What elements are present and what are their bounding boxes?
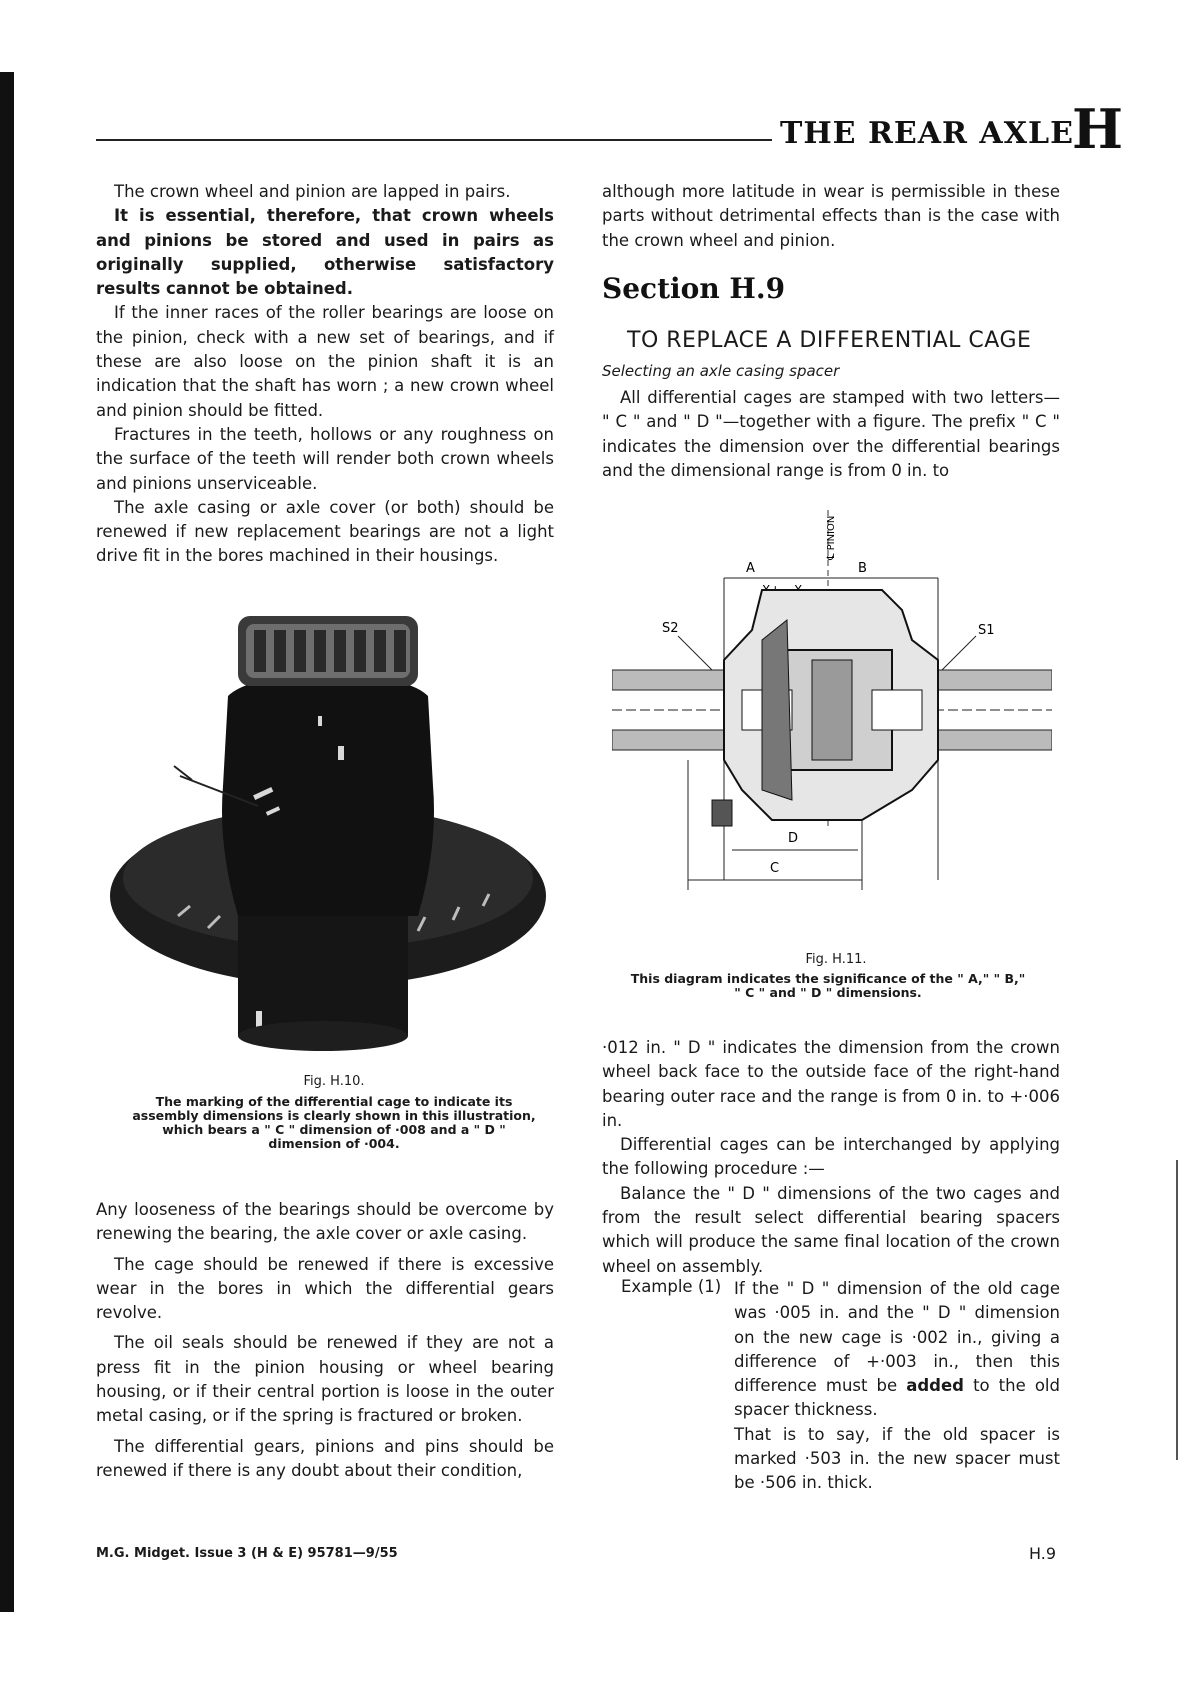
example-text: to the old spacer thickness. bbox=[734, 1376, 1060, 1420]
example-bold: added bbox=[906, 1376, 964, 1396]
italic-subtitle: Selecting an axle casing spacer bbox=[602, 362, 840, 380]
paragraph: Fractures in the teeth, hollows or any roughness on the surface of the teeth will render both crown wheels and pinions unserviceable. bbox=[96, 424, 554, 493]
right-column-top bbox=[602, 180, 1060, 253]
paragraph: ·012 in. " D " indicates the dimension from the crown wheel back face to the outside face of the right-hand bearing outer race and the range is from 0 in. to +·006 in. bbox=[602, 1038, 1060, 1130]
s2-label: S2 bbox=[662, 621, 679, 636]
differential-diagram bbox=[612, 500, 1052, 940]
dimension-a-label: A bbox=[746, 561, 755, 576]
header-rule bbox=[96, 139, 772, 141]
paragraph: The axle casing or axle cover (or both) should be renewed if new replacement bearings are not a light drive fit in the bores machined in their housings. bbox=[96, 497, 554, 566]
paragraph: although more latitude in wear is permissible in these parts without detrimental effects than is the case with the crown wheel and pinion. bbox=[602, 182, 1060, 250]
paragraph: If the inner races of the roller bearings are loose on the pinion, check with a new set of bearings, and if these are also loose on the pinion shaft it is an indication that the shaft has worn ; a new crown wheel and pinion should be fitted. bbox=[96, 303, 554, 420]
paragraph: Any looseness of the bearings should be overcome by renewing the bearing, the axle cover or axle casing. bbox=[96, 1200, 554, 1244]
section-letter: H bbox=[1072, 97, 1124, 161]
example-label: Example (1) bbox=[621, 1277, 722, 1296]
section-heading: Section H.9 bbox=[602, 272, 786, 305]
paragraph: The crown wheel and pinion are lapped in pairs. bbox=[114, 182, 511, 201]
dimension-b-label: B bbox=[858, 561, 867, 576]
left-column-bottom bbox=[96, 1198, 554, 1483]
example-body bbox=[734, 1277, 1060, 1496]
paragraph-bold: It is essential, therefore, that crown wheels and pinions be stored and used in pairs as originally supplied, otherwise satisfactory results cannot be obtained. bbox=[96, 206, 554, 299]
page-number: H.9 bbox=[1029, 1544, 1057, 1563]
left-column-top bbox=[96, 180, 554, 569]
example-paragraph: That is to say, if the old spacer is marked ·503 in. the new spacer must be ·506 in. thick. bbox=[734, 1424, 1060, 1493]
pinion-label: ℄ PINION bbox=[826, 515, 837, 560]
page-header-title: THE REAR AXLE bbox=[780, 116, 1074, 151]
dimension-d-label: D bbox=[788, 831, 799, 846]
paragraph: The oil seals should be renewed if they are not a press fit in the pinion housing or wheel bearing housing, or if their central portion is loose in the outer metal casing, or if the spring is fractured or broken. bbox=[96, 1333, 554, 1426]
footer-publication: M.G. Midget. Issue 3 (H & E) 95781—9/55 bbox=[96, 1546, 398, 1561]
page-edge-mark bbox=[1176, 1160, 1178, 1460]
binding-edge bbox=[0, 72, 14, 1612]
s1-label: S1 bbox=[978, 623, 995, 638]
example-paragraph bbox=[734, 1277, 1060, 1423]
subheading: TO REPLACE A DIFFERENTIAL CAGE bbox=[627, 328, 1032, 353]
right-column-intro bbox=[602, 386, 1060, 483]
dimension-c-label: C bbox=[770, 861, 780, 876]
figure-caption: The marking of the differential cage to indicate its assembly dimensions is clearly shown in this illustration, which bears a " C " dimension of ·008 and a " D " dimension of ·004. bbox=[132, 1094, 536, 1151]
paragraph: The differential gears, pinions and pins should be renewed if there is any doubt about their condition, bbox=[96, 1436, 554, 1480]
example-text: If the " D " dimension of the old cage was ·005 in. and the " D " dimension on the new cage is ·002 in., giving a difference of +·003 in., then this difference must be bbox=[734, 1279, 1060, 1396]
paragraph: Differential cages can be interchanged by applying the following procedure :— bbox=[602, 1135, 1060, 1179]
differential-cage-photo bbox=[108, 616, 548, 1056]
paragraph: All differential cages are stamped with two letters— " C " and " D "—together with a figure. The prefix " C " indicates the dimension over the differential bearings and the dimensional range is from 0 in. to bbox=[602, 388, 1060, 480]
right-column-bottom bbox=[602, 1036, 1060, 1279]
figure-label: Fig. H.10. bbox=[303, 1074, 365, 1089]
figure-caption: This diagram indicates the significance of the " A," " B," " C " and " D " dimensions. bbox=[630, 971, 1026, 1000]
paragraph: The cage should be renewed if there is excessive wear in the bores in which the differential gears revolve. bbox=[96, 1254, 554, 1323]
figure-label: Fig. H.11. bbox=[805, 952, 867, 967]
paragraph: Balance the " D " dimensions of the two cages and from the result select differential bearing spacers which will produce the same final location of the crown wheel on assembly. bbox=[602, 1183, 1060, 1276]
